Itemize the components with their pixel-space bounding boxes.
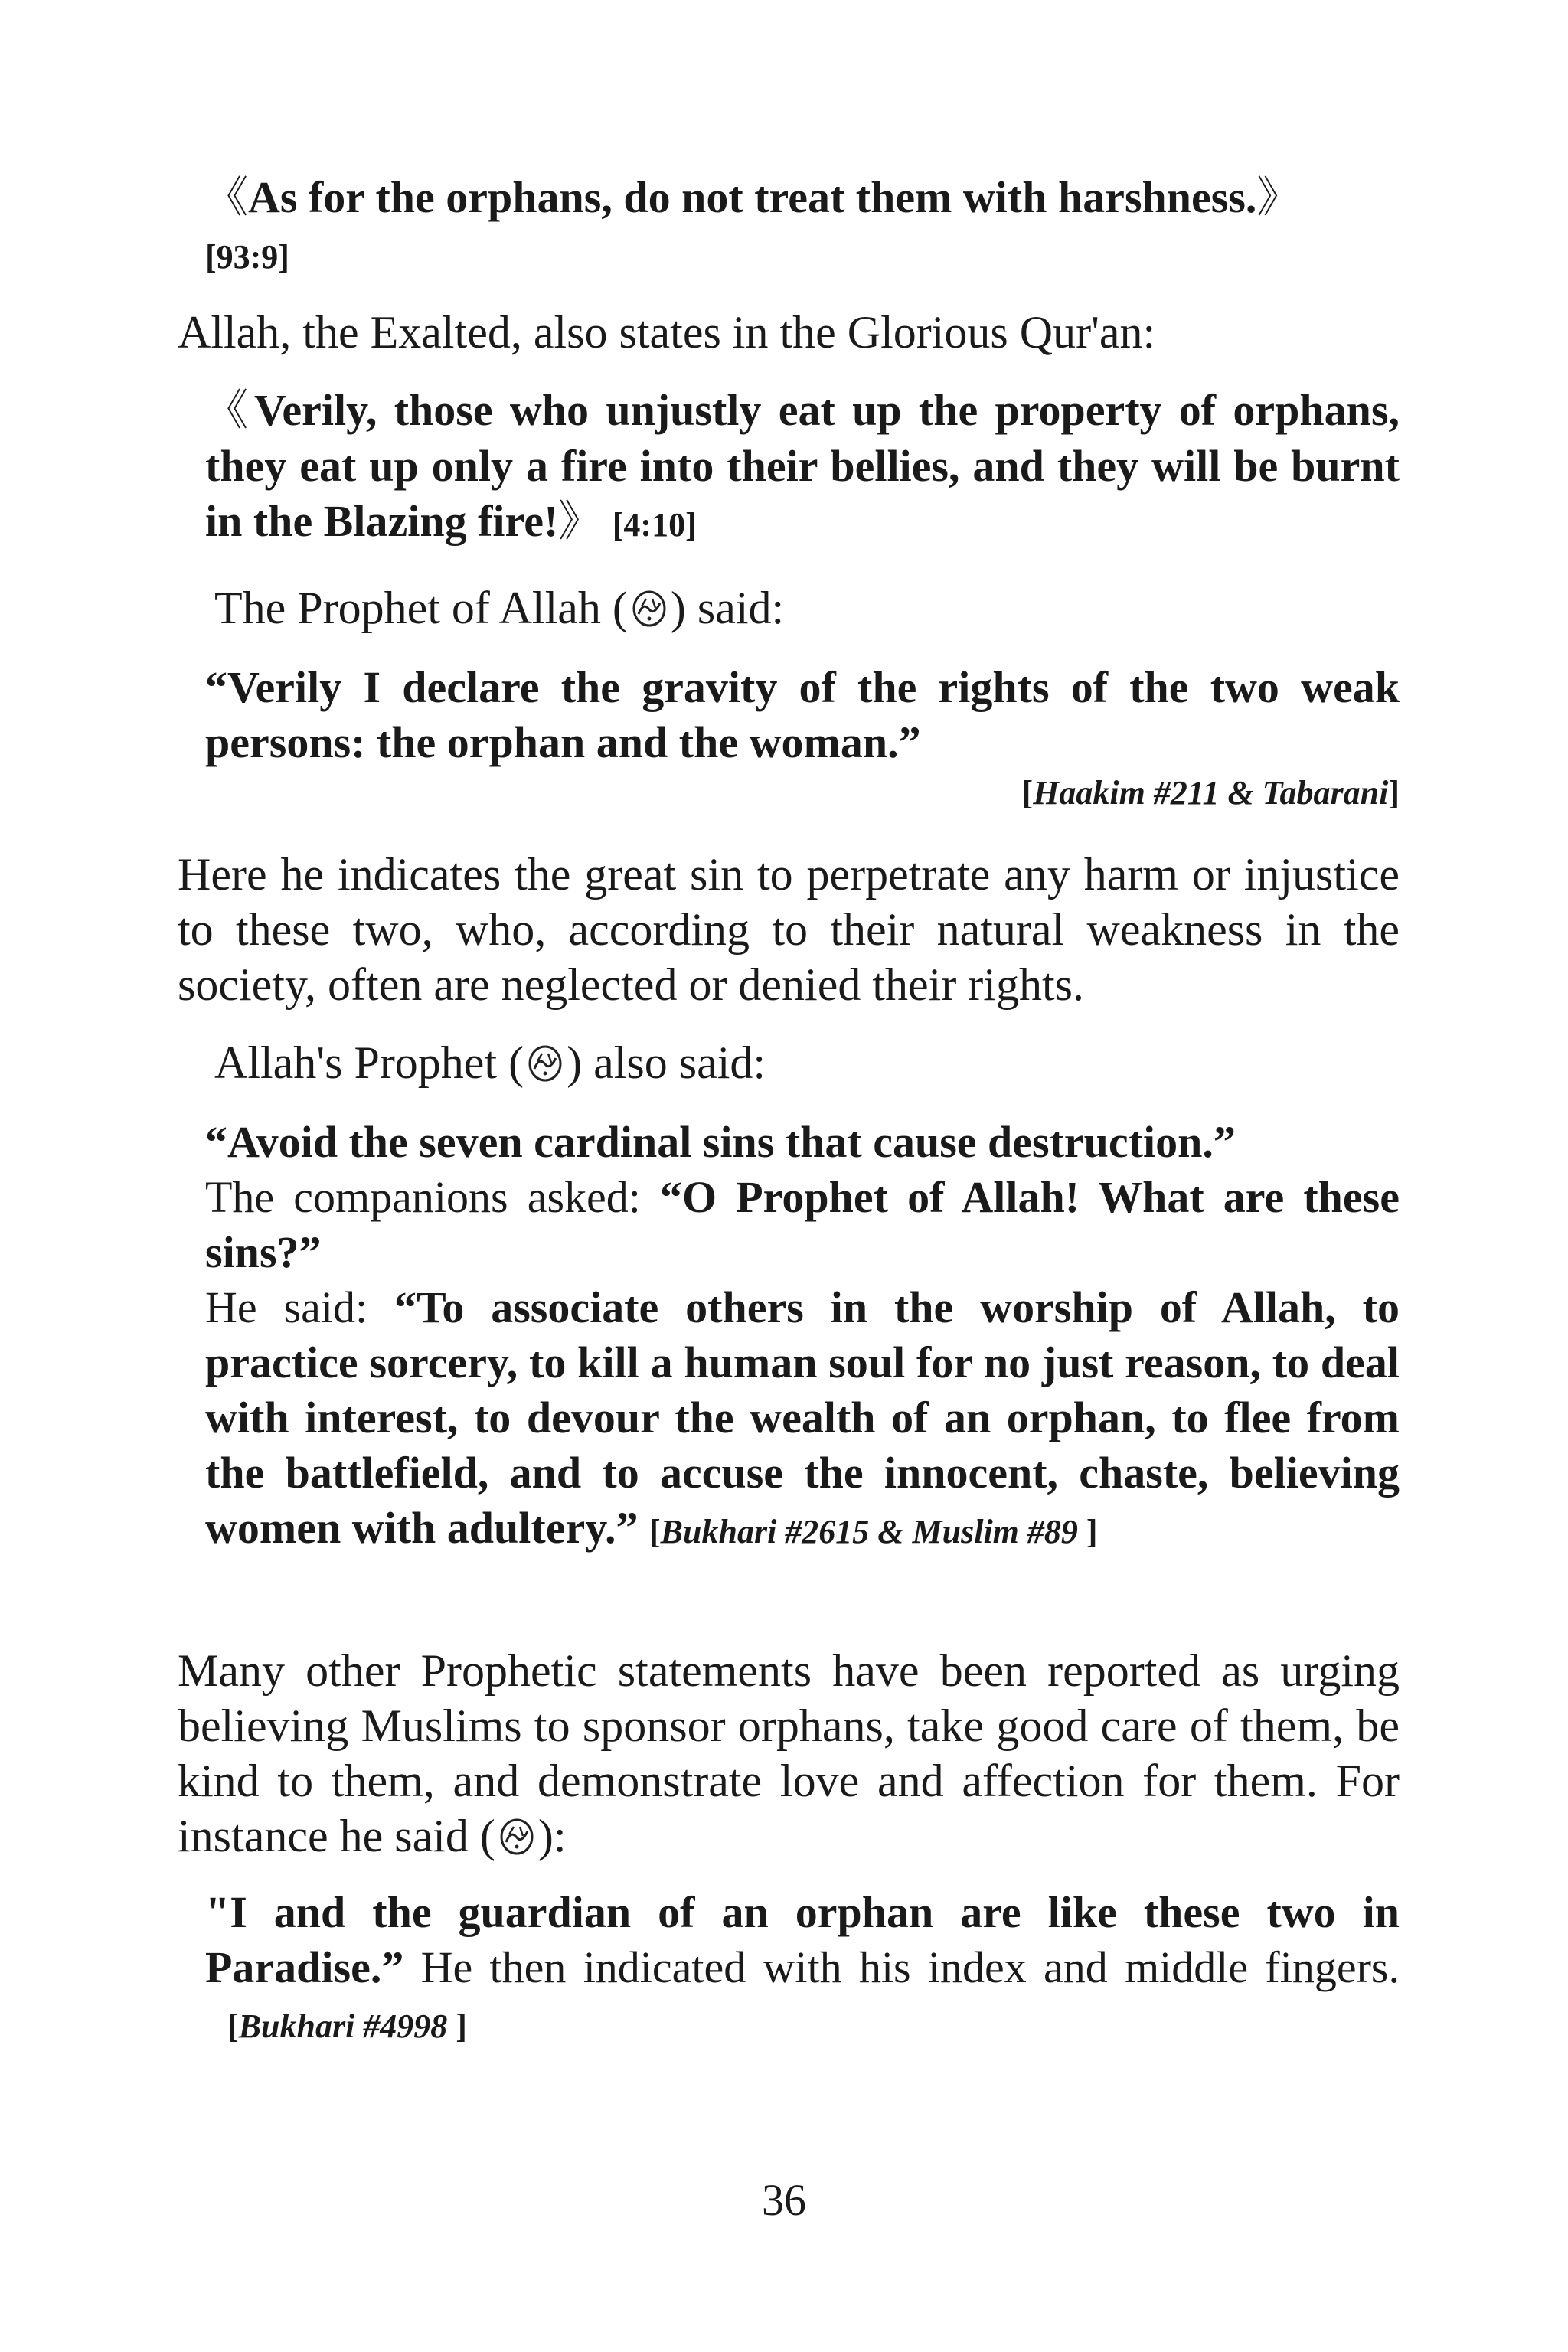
intro-text-before: Allah's Prophet ( bbox=[214, 1037, 524, 1088]
orphan-sponsorship-paragraph: Many other Prophetic statements have been reported as urging believing Muslims to sponsor orphans, take good care of them, be kind to them, and demonstrate love and affection for them. For instance he said ( ): bbox=[178, 1645, 1400, 1861]
explanation-paragraph: Here he indicates the great sin to perpetrate any harm or injustice to these two, who, according to their natural weakness in the society, often are neglected or denied their rights. bbox=[178, 849, 1400, 1010]
hadith-text: “Verily I declare the gravity of the rights of the two weak persons: the orphan and the woman.” bbox=[205, 662, 1400, 767]
quran-verse-4-10 bbox=[205, 383, 1400, 553]
hadith-guardian-of-orphan bbox=[205, 1885, 1400, 2054]
verse-open-bracket: 《 bbox=[205, 387, 254, 435]
hadith-reference-bukhari: [Bukhari #4998 ] bbox=[227, 2007, 467, 2045]
intro-text-after: ) also said: bbox=[567, 1037, 766, 1088]
hadith-reference-haakim: [Haakim #211 & Tabarani] bbox=[1021, 774, 1400, 812]
verse-reference: [4:10] bbox=[612, 506, 697, 544]
he-said-lead: He said: bbox=[205, 1282, 394, 1332]
seven-sins-list: “To associate others in the worship of Allah, to practice sorcery, to kill a human soul for no just reason, to deal with interest, to devour the wealth of an orphan, to flee from the battlefield, and to accuse the innocent, chaste, believing women with adultery.” bbox=[205, 1282, 1400, 1553]
prophet-said-intro bbox=[214, 580, 1393, 635]
verse-text: As for the orphans, do not treat them with harshness. bbox=[248, 172, 1257, 222]
hadith-reference-bukhari-muslim: [Bukhari #2615 & Muslim #89 ] bbox=[649, 1513, 1098, 1550]
hadith-two-weak-persons bbox=[205, 660, 1400, 770]
page-number: 36 bbox=[762, 2175, 806, 2225]
intro-paragraph-quran: Allah, the Exalted, also states in the Glorious Qur'an: bbox=[178, 307, 1156, 358]
intro-text-after: ) said: bbox=[670, 583, 785, 633]
guardian-quote: "I and the guardian of an orphan are like these two in Paradise.” bbox=[205, 1887, 1400, 1992]
hadith-seven-sins bbox=[205, 1115, 1400, 1560]
intro-text-before: The Prophet of Allah ( bbox=[214, 583, 628, 633]
saw-ligature-icon bbox=[497, 1816, 537, 1857]
fingers-description: He then indicated with his index and middle fingers. bbox=[403, 1942, 1400, 1992]
companions-asked-lead: The companions asked: bbox=[205, 1172, 661, 1222]
verse-close-bracket: 》 bbox=[558, 498, 602, 546]
companions-question: “O Prophet of Allah! What are these sins?” bbox=[205, 1172, 1400, 1277]
verse-reference: [93:9] bbox=[205, 238, 289, 276]
verse-text: Verily, those who unjustly eat up the property of orphans, they eat up only a fire into their bellies, and they will be burnt in the Blazing fire! bbox=[205, 385, 1400, 546]
verse-close-bracket: 》 bbox=[1256, 175, 1300, 222]
saw-ligature-icon bbox=[525, 1043, 565, 1084]
prophet-also-said-intro bbox=[214, 1035, 1393, 1090]
saw-ligature-icon bbox=[629, 588, 669, 629]
hadith-line-avoid: “Avoid the seven cardinal sins that cause destruction.” bbox=[205, 1117, 1236, 1167]
quran-verse-93-9 bbox=[205, 170, 1400, 285]
verse-open-bracket: 《 bbox=[205, 175, 248, 222]
